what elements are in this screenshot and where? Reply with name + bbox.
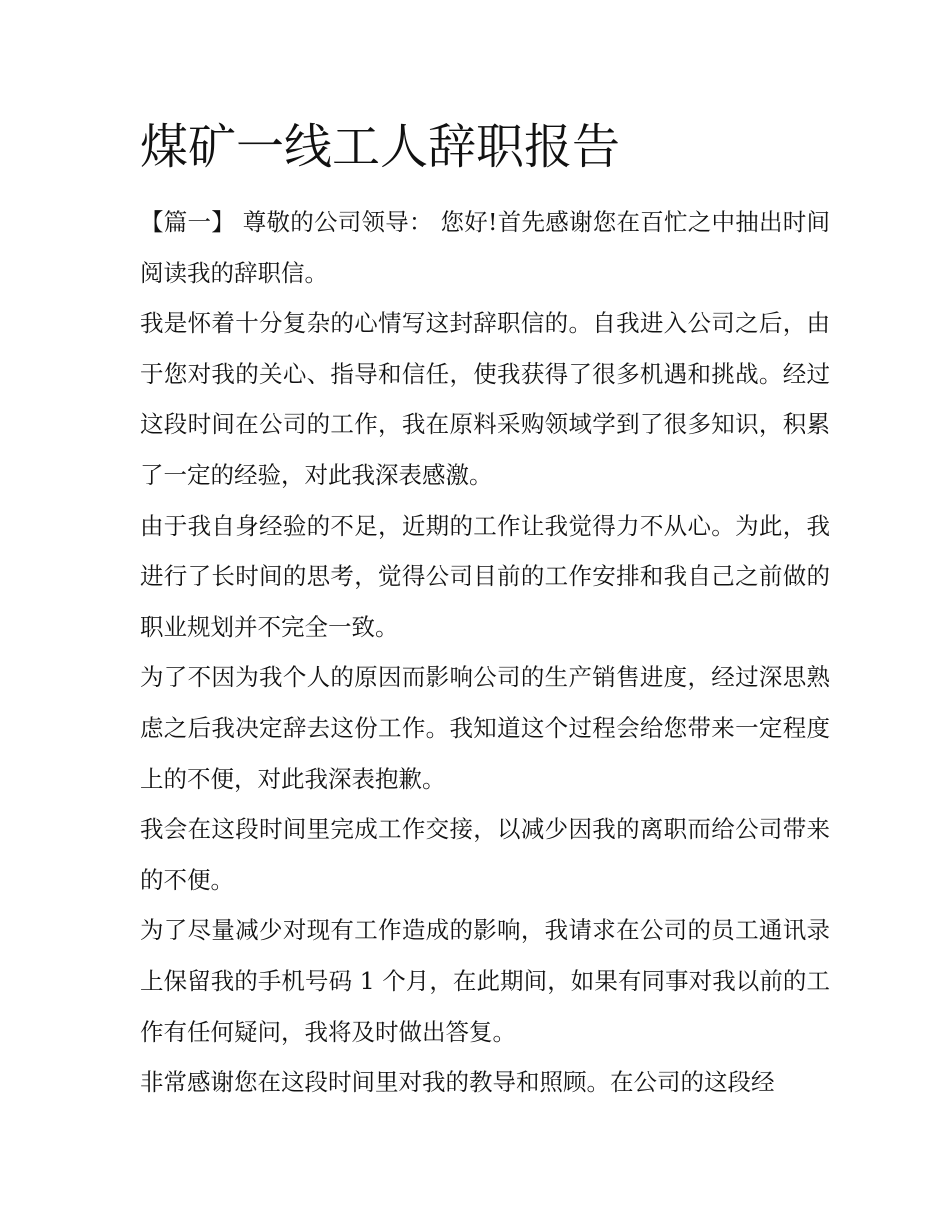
paragraph-4: 为了不因为我个人的原因而影响公司的生产销售进度，经过深思熟虑之后我决定辞去这份工作。我知道这个过程会给您带来一定程度上的不便，对此我深表抱歉。 (140, 663, 830, 793)
paragraph-6: 为了尽量减少对现有工作造成的影响，我请求在公司的员工通讯录上保留我的手机号码 1 个月，在此期间，如果有同事对我以前的工作有任何疑问，我将及时做出答复。 (140, 916, 830, 1046)
paragraph-2: 我是怀着十分复杂的心情写这封辞职信的。自我进入公司之后，由于您对我的关心、指导和信任，使我获得了很多机遇和挑战。经过这段时间在公司的工作，我在原料采购领域学到了很多知识，积累了一定的经验，对此我深表感激。 (140, 309, 830, 489)
document-body (140, 197, 830, 1108)
paragraph-1: 【篇一】 尊敬的公司领导： 您好!首先感谢您在百忙之中抽出时间阅读我的辞职信。 (140, 208, 830, 287)
paragraph-5: 我会在这段时间里完成工作交接，以减少因我的离职而给公司带来的不便。 (140, 815, 830, 894)
paragraph-7: 非常感谢您在这段时间里对我的教导和照顾。在公司的这段经 (140, 1068, 775, 1097)
document-title: 煤矿一线工人辞职报告 (140, 119, 621, 175)
paragraph-3: 由于我自身经验的不足，近期的工作让我觉得力不从心。为此，我进行了长时间的思考，觉得公司目前的工作安排和我自己之前做的职业规划并不完全一致。 (140, 511, 830, 641)
